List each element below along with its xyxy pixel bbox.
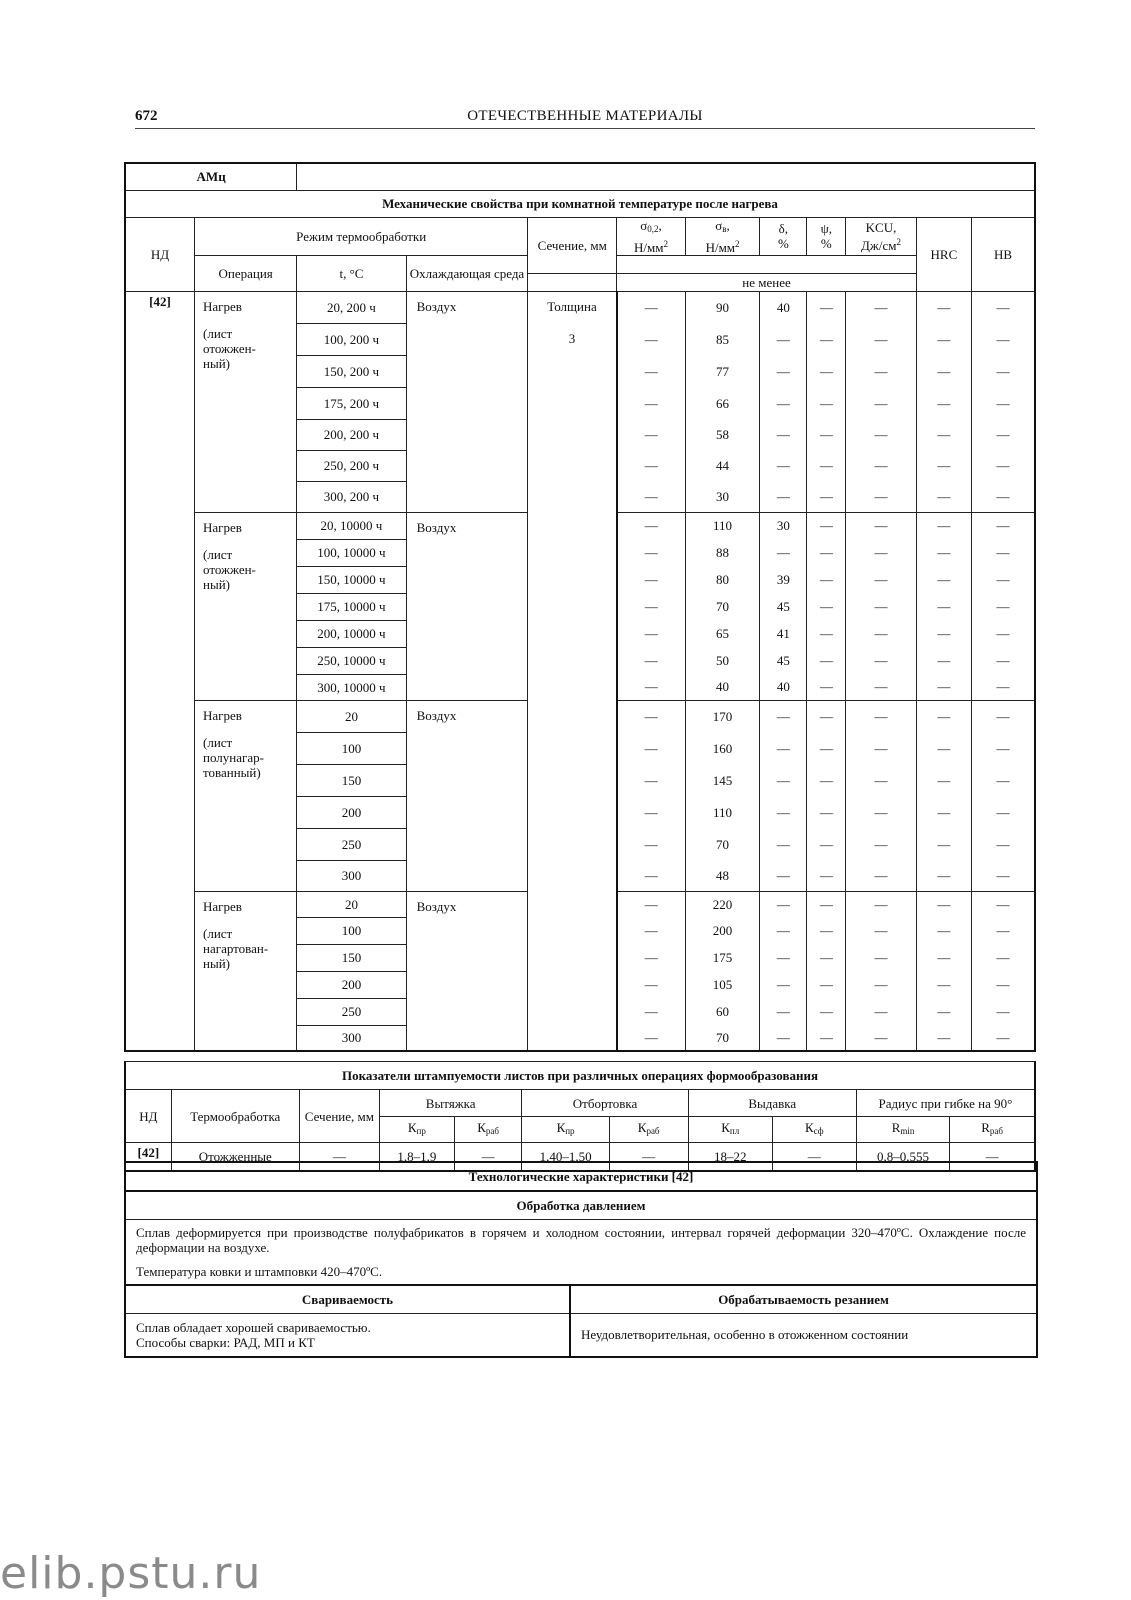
temp-cell: 150 — [297, 944, 406, 971]
psi-cell: — — [807, 323, 846, 355]
col-regime: Режим термообработки — [195, 217, 528, 255]
hb-cell: — — [971, 828, 1035, 860]
temp-cell: 100, 10000 ч — [297, 539, 406, 566]
psi-cell: — — [807, 539, 846, 566]
temp-cell: 150, 10000 ч — [297, 566, 406, 593]
sv-cell: 70 — [685, 593, 760, 620]
s02-cell: — — [617, 998, 686, 1025]
kcu-cell: — — [846, 566, 917, 593]
temp-cell: 20, 200 ч — [297, 291, 406, 323]
stamp-col-nd: НД — [125, 1090, 171, 1143]
s02-cell: — — [617, 355, 686, 387]
hrc-cell: — — [916, 1025, 971, 1051]
r-rab: $R_{раб}$ — [950, 1117, 1035, 1143]
psi-cell: — — [807, 998, 846, 1025]
col-hrc: HRC — [916, 217, 971, 291]
hrc-cell: — — [916, 674, 971, 700]
s02-cell: — — [617, 1025, 686, 1051]
stamp-col-draw: Вытяжка — [379, 1090, 522, 1117]
hrc-cell: — — [916, 917, 971, 944]
temp-cell: 100, 200 ч — [297, 323, 406, 355]
operation-note: (лист полунагар-тованный) — [203, 734, 264, 780]
sv-cell: 70 — [685, 1025, 760, 1051]
temp-cell: 200, 200 ч — [297, 419, 406, 450]
psi-cell: — — [807, 674, 846, 700]
s02-cell: — — [617, 481, 686, 512]
cooling-cell: Воздух — [406, 700, 528, 891]
s02-cell: — — [617, 891, 686, 917]
kcu-cell: — — [846, 828, 917, 860]
hrc-cell: — — [916, 647, 971, 674]
k-rab-flange: $К_{раб}$ — [609, 1117, 688, 1143]
hb-cell: — — [971, 732, 1035, 764]
hb-cell: — — [971, 998, 1035, 1025]
section-cell — [528, 291, 617, 1051]
s02-cell: — — [617, 620, 686, 647]
sv-cell: 90 — [685, 291, 760, 323]
weld-text-1: Сплав обладает хорошей свариваемостью. — [136, 1319, 371, 1335]
tech-title: Технологические характеристики [42] — [125, 1162, 1037, 1191]
kcu-cell: — — [846, 700, 917, 732]
d-cell: — — [760, 998, 807, 1025]
pressure-paragraph-1: Сплав деформируется при производстве полуфабрикатов в горячем и холодном состоянии, интервал горячей деформации 320–470ºС. Охлаждение после деформации на воздухе. — [136, 1224, 1026, 1255]
hrc-cell: — — [916, 620, 971, 647]
sv-cell: 65 — [685, 620, 760, 647]
weld-title: Свариваемость — [125, 1285, 570, 1314]
d-cell: — — [760, 828, 807, 860]
hb-cell: — — [971, 481, 1035, 512]
kcu-cell: — — [846, 291, 917, 323]
temp-cell: 200 — [297, 796, 406, 828]
hrc-cell: — — [916, 512, 971, 539]
stamp-draw-pr: 1,8–1,9 — [379, 1143, 454, 1171]
hb-cell: — — [971, 700, 1035, 732]
s02-cell: — — [617, 647, 686, 674]
sv-cell: 110 — [685, 512, 760, 539]
sv-cell: 105 — [685, 971, 760, 998]
sv-cell: 200 — [685, 917, 760, 944]
kcu-cell: — — [846, 674, 917, 700]
sv-cell: 170 — [685, 700, 760, 732]
hrc-cell: — — [916, 860, 971, 891]
kcu-cell: — — [846, 387, 917, 419]
d-cell: 45 — [760, 593, 807, 620]
sv-cell: 66 — [685, 387, 760, 419]
cooling-cell: Воздух — [406, 891, 528, 1051]
sv-cell: 50 — [685, 647, 760, 674]
d-cell: — — [760, 419, 807, 450]
hrc-cell: — — [916, 732, 971, 764]
nd-ref: [42] — [125, 291, 195, 1051]
mechanical-properties-table — [124, 162, 1036, 1052]
psi-cell: — — [807, 1025, 846, 1051]
sv-cell: 85 — [685, 323, 760, 355]
s02-cell: — — [617, 387, 686, 419]
psi-cell: — — [807, 419, 846, 450]
d-cell: — — [760, 796, 807, 828]
d-cell: — — [760, 355, 807, 387]
hb-cell: — — [971, 647, 1035, 674]
kcu-cell: — — [846, 764, 917, 796]
sv-cell: 88 — [685, 539, 760, 566]
hrc-cell: — — [916, 828, 971, 860]
temp-cell: 150, 200 ч — [297, 355, 406, 387]
k-pr-flange: $К_{пр}$ — [522, 1117, 609, 1143]
psi-cell: — — [807, 891, 846, 917]
weld-text — [125, 1314, 570, 1357]
operation-label: Нагрев — [203, 898, 242, 914]
d-cell: 41 — [760, 620, 807, 647]
pressure-title: Обработка давлением — [125, 1191, 1037, 1219]
hrc-cell: — — [916, 323, 971, 355]
d-cell: — — [760, 387, 807, 419]
hb-cell: — — [971, 566, 1035, 593]
kcu-cell: — — [846, 620, 917, 647]
kcu-cell: — — [846, 355, 917, 387]
col-kcu: KCU, $Дж/см^2$ — [846, 217, 917, 255]
stamp-section: — — [299, 1143, 379, 1171]
kcu-cell: — — [846, 971, 917, 998]
operation-label: Нагрев — [203, 519, 242, 535]
temp-cell: 300, 200 ч — [297, 481, 406, 512]
temp-cell: 250, 10000 ч — [297, 647, 406, 674]
temp-cell: 300 — [297, 860, 406, 891]
s02-cell: — — [617, 828, 686, 860]
operation-cell — [195, 891, 297, 1051]
d-cell: — — [760, 971, 807, 998]
hb-cell: — — [971, 944, 1035, 971]
stamp-heat: Отожженные — [171, 1143, 299, 1171]
hb-cell: — — [971, 764, 1035, 796]
psi-cell: — — [807, 450, 846, 481]
stamp-emb-sf: — — [772, 1143, 856, 1171]
temp-cell: 300 — [297, 1025, 406, 1051]
operation-cell — [195, 291, 297, 512]
col-temp: t, °С — [297, 255, 406, 291]
pressure-paragraph-2: Температура ковки и штамповки 420–470ºС. — [136, 1263, 383, 1279]
d-cell: — — [760, 700, 807, 732]
d-cell: — — [760, 944, 807, 971]
temp-cell: 20, 10000 ч — [297, 512, 406, 539]
stamp-r-min: 0,8–0,555 — [856, 1143, 949, 1171]
hb-cell: — — [971, 355, 1035, 387]
col-s02: $\sigma_{0,2}$, $Н/мм^2$ — [617, 217, 686, 255]
temp-cell: 250 — [297, 998, 406, 1025]
temp-cell: 20 — [297, 700, 406, 732]
temp-cell: 200, 10000 ч — [297, 620, 406, 647]
temp-cell: 175, 200 ч — [297, 387, 406, 419]
hrc-cell: — — [916, 291, 971, 323]
col-sv: $\sigma_в$, $Н/мм^2$ — [685, 217, 760, 255]
temp-cell: 250 — [297, 828, 406, 860]
psi-cell: — — [807, 481, 846, 512]
running-title: ОТЕЧЕСТВЕННЫЕ МАТЕРИАЛЫ — [467, 108, 703, 124]
kcu-cell: — — [846, 593, 917, 620]
hrc-cell: — — [916, 419, 971, 450]
stamp-emb-pl: 18–22 — [688, 1143, 772, 1171]
sv-cell: 77 — [685, 355, 760, 387]
kcu-cell: — — [846, 512, 917, 539]
psi-cell: — — [807, 764, 846, 796]
col-section: Сечение, мм — [528, 217, 617, 273]
s02-cell: — — [617, 700, 686, 732]
hrc-cell: — — [916, 450, 971, 481]
s02-cell: — — [617, 323, 686, 355]
hrc-cell: — — [916, 700, 971, 732]
hb-cell: — — [971, 1025, 1035, 1051]
d-cell: 40 — [760, 291, 807, 323]
stamp-col-flange: Отбортовка — [522, 1090, 688, 1117]
page-header — [135, 106, 1035, 129]
sv-cell: 48 — [685, 860, 760, 891]
stamp-nd: [42] — [125, 1143, 171, 1171]
col-delta: δ, % — [760, 217, 807, 255]
hb-cell: — — [971, 860, 1035, 891]
s02-cell: — — [617, 944, 686, 971]
temp-cell: 100 — [297, 732, 406, 764]
psi-cell: — — [807, 291, 846, 323]
kcu-cell: — — [846, 450, 917, 481]
cut-title: Обрабатываемость резанием — [570, 1285, 1037, 1314]
s02-cell: — — [617, 291, 686, 323]
temp-cell: 250, 200 ч — [297, 450, 406, 481]
hrc-cell: — — [916, 539, 971, 566]
d-cell: — — [760, 917, 807, 944]
d-cell: — — [760, 891, 807, 917]
stamp-flange-rab: — — [609, 1143, 688, 1171]
kcu-cell: — — [846, 1025, 917, 1051]
hb-cell: — — [971, 620, 1035, 647]
operation-cell — [195, 700, 297, 891]
psi-cell: — — [807, 732, 846, 764]
temp-cell: 200 — [297, 971, 406, 998]
s02-cell: — — [617, 539, 686, 566]
sv-cell: 175 — [685, 944, 760, 971]
s02-cell: — — [617, 419, 686, 450]
sv-cell: 60 — [685, 998, 760, 1025]
col-nd: НД — [125, 217, 195, 291]
psi-cell: — — [807, 971, 846, 998]
k-pl: $К_{пл}$ — [688, 1117, 772, 1143]
psi-cell: — — [807, 387, 846, 419]
d-cell: 45 — [760, 647, 807, 674]
d-cell: 30 — [760, 512, 807, 539]
mech-title: Механические свойства при комнатной температуре после нагрева — [125, 190, 1035, 217]
kcu-cell: — — [846, 998, 917, 1025]
s02-cell: — — [617, 512, 686, 539]
mechanical-data — [125, 291, 1035, 1051]
hrc-cell: — — [916, 355, 971, 387]
page-number: 672 — [135, 108, 158, 124]
hrc-cell: — — [916, 566, 971, 593]
stamping-table — [124, 1061, 1036, 1172]
psi-cell: — — [807, 620, 846, 647]
section-label: Толщина — [547, 298, 597, 314]
d-cell: — — [760, 732, 807, 764]
hb-cell: — — [971, 917, 1035, 944]
sv-cell: 220 — [685, 891, 760, 917]
col-psi: ψ, % — [807, 217, 846, 255]
psi-cell: — — [807, 700, 846, 732]
s02-cell: — — [617, 674, 686, 700]
stamp-col-heat: Термообработка — [171, 1090, 299, 1143]
hb-cell: — — [971, 539, 1035, 566]
d-cell: — — [760, 481, 807, 512]
kcu-cell: — — [846, 323, 917, 355]
s02-cell: — — [617, 566, 686, 593]
k-rab-draw: $К_{раб}$ — [454, 1117, 522, 1143]
stamp-col-section: Сечение, мм — [299, 1090, 379, 1143]
kcu-cell: — — [846, 647, 917, 674]
hrc-cell: — — [916, 971, 971, 998]
cut-text: Неудовлетворительная, особенно в отожженном состоянии — [570, 1314, 1037, 1357]
hb-cell: — — [971, 796, 1035, 828]
kcu-cell: — — [846, 944, 917, 971]
s02-cell: — — [617, 860, 686, 891]
psi-cell: — — [807, 917, 846, 944]
temp-cell: 300, 10000 ч — [297, 674, 406, 700]
tech-table — [124, 1161, 1038, 1358]
d-cell: — — [760, 323, 807, 355]
kcu-cell: — — [846, 917, 917, 944]
alloy-name: АМц — [125, 163, 297, 190]
hb-cell: — — [971, 593, 1035, 620]
hrc-cell: — — [916, 944, 971, 971]
col-cooling: Охлаждающая среда — [406, 255, 528, 291]
k-pr-draw: $К_{пр}$ — [379, 1117, 454, 1143]
cooling-cell: Воздух — [406, 291, 528, 512]
cooling-cell: Воздух — [406, 512, 528, 700]
hb-cell: — — [971, 323, 1035, 355]
kcu-cell: — — [846, 860, 917, 891]
stamp-col-emboss: Выдавка — [688, 1090, 856, 1117]
s02-cell: — — [617, 764, 686, 796]
hrc-cell: — — [916, 481, 971, 512]
hrc-cell: — — [916, 387, 971, 419]
hb-cell: — — [971, 387, 1035, 419]
col-operation: Операция — [195, 255, 297, 291]
sv-cell: 160 — [685, 732, 760, 764]
hrc-cell: — — [916, 764, 971, 796]
s02-cell: — — [617, 732, 686, 764]
sv-cell: 40 — [685, 674, 760, 700]
sv-cell: 70 — [685, 828, 760, 860]
sv-cell: 145 — [685, 764, 760, 796]
sv-cell: 58 — [685, 419, 760, 450]
s02-cell: — — [617, 917, 686, 944]
operation-label: Нагрев — [203, 707, 242, 723]
kcu-cell: — — [846, 481, 917, 512]
sv-cell: 30 — [685, 481, 760, 512]
section-value: 3 — [568, 330, 576, 346]
d-cell: — — [760, 860, 807, 891]
psi-cell: — — [807, 944, 846, 971]
psi-cell: — — [807, 647, 846, 674]
psi-cell: — — [807, 566, 846, 593]
hrc-cell: — — [916, 593, 971, 620]
hb-cell: — — [971, 512, 1035, 539]
operation-label: Нагрев — [203, 298, 242, 314]
hb-cell: — — [971, 674, 1035, 700]
r-min: $R_{min}$ — [856, 1117, 949, 1143]
psi-cell: — — [807, 355, 846, 387]
operation-note: (лист отожжен-ный) — [203, 325, 256, 371]
hb-cell: — — [971, 450, 1035, 481]
temp-cell: 20 — [297, 891, 406, 917]
d-cell: — — [760, 764, 807, 796]
s02-cell: — — [617, 971, 686, 998]
s02-cell: — — [617, 450, 686, 481]
pressure-text — [125, 1219, 1037, 1285]
hrc-cell: — — [916, 891, 971, 917]
sv-cell: 80 — [685, 566, 760, 593]
stamp-title: Показатели штампуемости листов при различных операциях формообразования — [125, 1062, 1035, 1090]
d-cell: 39 — [760, 566, 807, 593]
temp-cell: 100 — [297, 917, 406, 944]
kcu-cell: — — [846, 796, 917, 828]
operation-cell — [195, 512, 297, 700]
col-hb: HB — [971, 217, 1035, 291]
stamp-col-bend: Радиус при гибке на 90° — [856, 1090, 1035, 1117]
psi-cell: — — [807, 512, 846, 539]
psi-cell: — — [807, 828, 846, 860]
watermark: elib.pstu.ru — [0, 1548, 262, 1599]
sv-cell: 44 — [685, 450, 760, 481]
operation-note: (лист нагартован-ный) — [203, 925, 269, 971]
stamp-draw-rab: — — [454, 1143, 522, 1171]
stamp-flange-pr: 1,40–1,50 — [522, 1143, 609, 1171]
hb-cell: — — [971, 419, 1035, 450]
min-note: не менее — [617, 273, 917, 291]
sv-cell: 110 — [685, 796, 760, 828]
psi-cell: — — [807, 593, 846, 620]
s02-cell: — — [617, 796, 686, 828]
weld-text-2: Способы сварки: РАД, МП и КТ — [136, 1334, 315, 1350]
table-row — [125, 291, 1035, 323]
kcu-cell: — — [846, 732, 917, 764]
hrc-cell: — — [916, 796, 971, 828]
temp-cell: 150 — [297, 764, 406, 796]
k-sf: $К_{сф}$ — [772, 1117, 856, 1143]
kcu-cell: — — [846, 419, 917, 450]
hb-cell: — — [971, 891, 1035, 917]
hb-cell: — — [971, 291, 1035, 323]
s02-cell: — — [617, 593, 686, 620]
kcu-cell: — — [846, 539, 917, 566]
d-cell: — — [760, 1025, 807, 1051]
kcu-cell: — — [846, 891, 917, 917]
temp-cell: 175, 10000 ч — [297, 593, 406, 620]
hb-cell: — — [971, 971, 1035, 998]
d-cell: — — [760, 539, 807, 566]
stamp-r-rab: — — [950, 1143, 1035, 1171]
d-cell: — — [760, 450, 807, 481]
psi-cell: — — [807, 860, 846, 891]
d-cell: 40 — [760, 674, 807, 700]
psi-cell: — — [807, 796, 846, 828]
operation-note: (лист отожжен-ный) — [203, 546, 256, 592]
hrc-cell: — — [916, 998, 971, 1025]
